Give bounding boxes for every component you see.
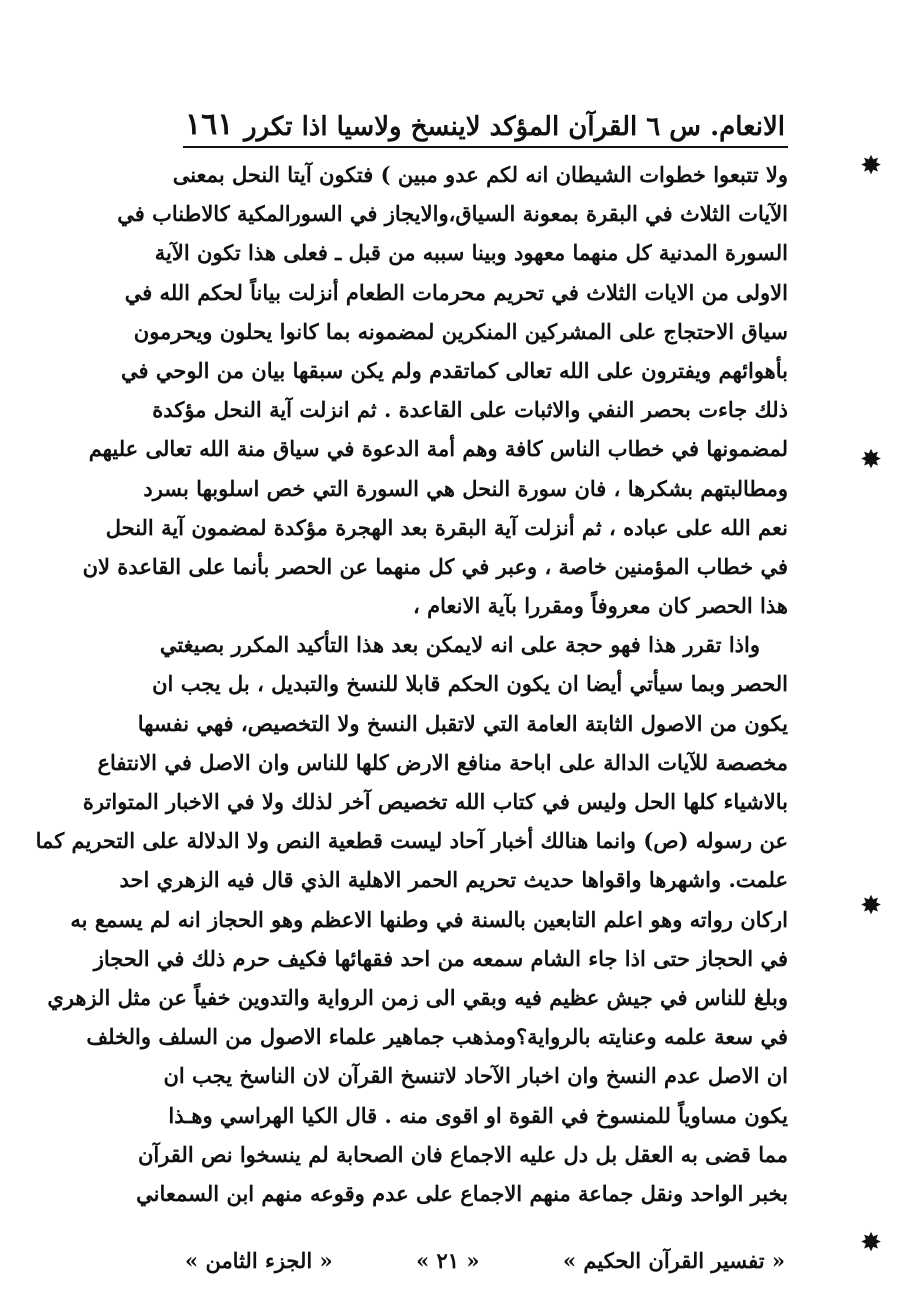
text-line: في سعة علمه وعنايته بالرواية؟ومذهب جماهير علماء الاصول من السلف والخلف [86,1024,788,1050]
page-body [35,155,788,1213]
text-line: الحصر وبما سيأتي أيضا ان يكون الحكم قابلا للنسخ والتبديل ، بل يجب ان [152,671,788,697]
star-flourish-icon: ✸ [860,151,882,181]
text-line: الآيات الثلاث في البقرة بمعونة السياق،والايجاز في السورالمكية كالاطناب في [117,201,788,227]
text-line: ان الاصل عدم النسخ وان اخبار الآحاد لاتنسخ القرآن لان الناسخ يجب ان [163,1063,788,1089]
text-line: وبلغ للناس في جيش عظيم فيه وبقي الى زمن الرواية والتدوين خفياً عن مثل الزهري [47,984,788,1010]
footer-volume: « الجزء الثامن » [185,1247,333,1273]
footer-sheet-number: « ٢١ » [416,1247,480,1273]
running-title: الانعام. س ٦ القرآن المؤكد لاينسخ ولاسيا اذا تكرر [244,112,785,142]
text-line: سياق الاحتجاج على المشركين المنكرين لمضمونه بما كانوا يحلون ويحرمون [133,318,788,344]
text-line: ولا تتبعوا خطوات الشيطان انه لكم عدو مبين ) فتكون آيتا النحل بمعنى [172,162,788,187]
text-line: مخصصة للآيات الدالة على اباحة منافع الارض كلها للناس وان الاصل في الانتفاع [97,749,788,775]
text-line: هذا الحصر كان معروفاً ومقررا بآية الانعام ، [413,593,788,619]
footer-book-title: « تفسير القرآن الحكيم » [562,1247,785,1273]
star-flourish-icon: ✸ [860,445,882,475]
text-line: مما قضى به العقل بل دل عليه الاجماع فان الصحابة لم ينسخوا نص القرآن [137,1141,788,1167]
text-line: ومطالبتهم بشكرها ، فان سورة النحل هي السورة التي خص اسلوبها بسرد [143,475,788,501]
text-line: نعم الله على عباده ، ثم أنزلت آية البقرة بعد الهجرة مؤكدة لمضمون آية النحل [105,514,788,540]
text-line: يكون من الاصول الثابتة العامة التي لاتقبل النسخ ولا التخصيص، فهي نفسها [137,710,788,736]
page-footer [185,1242,785,1278]
text-line: بأهوائهم ويفترون على الله تعالى كماتقدم ولم يكن سبقها بيان من الوحي في [121,357,788,383]
text-line: واذا تقرر هذا فهو حجة على انه لايمكن بعد هذا التأكيد المكرر بصيغتي [159,632,760,658]
text-line: ذلك جاءت بحصر النفي والاثبات على القاعدة . ثم انزلت آية النحل مؤكدة [152,397,788,423]
text-line: علمت. واشهرها واقواها حديث تحريم الحمر الاهلية الذي قال فيه الزهري احد [119,867,788,893]
text-line: اركان رواته وهو اعلم التابعين بالسنة في وطنها الاعظم وهو الحجاز انه لم يسمع به [70,906,788,932]
text-line: عن رسوله (ص) وانما هنالك أخبار آحاد ليست قطعية النص ولا الدلالة على التحريم كما [35,828,788,854]
text-line: بالاشياء كلها الحل وليس في كتاب الله تخصيص آخر لذلك ولا في الاخبار المتواترة [82,789,788,814]
text-line: لمضمونها في خطاب الناس كافة وهم أمة الدعوة في سياق منة الله تعالى عليهم [88,436,788,462]
star-flourish-icon: ✸ [860,1228,882,1258]
running-header [185,98,785,142]
text-line: بخبر الواحد ونقل جماعة منهم الاجماع على عدم وقوعه منهم ابن السمعاني [136,1180,788,1206]
text-line: السورة المدنية كل منهما معهود وبينا سببه من قبل ـ فعلى هذا تكون الآية [154,240,788,266]
header-rule [183,146,788,148]
star-flourish-icon: ✸ [860,891,882,921]
text-line: الاولى من الايات الثلاث في تحريم محرمات الطعام أنزلت بياناً لحكم الله في [124,279,788,305]
text-line: يكون مساوياً للمنسوخ في القوة او اقوى منه . قال الكيا الهراسي وهـذا [168,1102,788,1128]
text-line: في خطاب المؤمنين خاصة ، وعبر في كل منهما عن الحصر بأنما على القاعدة لان [82,553,788,579]
text-line: في الحجاز حتى اذا جاء الشام سمعه من احد فقهائها فكيف حرم ذلك في الحجاز [93,945,788,971]
page-number: ١٦١ [185,107,234,142]
